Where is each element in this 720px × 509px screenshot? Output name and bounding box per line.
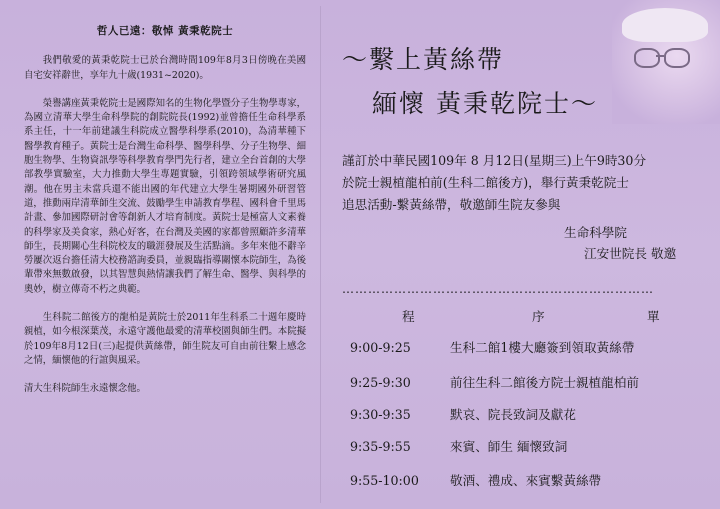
- program-item: 來賓、師生 緬懷致詞: [450, 439, 568, 454]
- event-title-line-1: ～繫上黃絲帶: [342, 45, 505, 74]
- program-time: 9:35-9:55: [350, 439, 411, 454]
- program-row: [350, 470, 601, 489]
- obituary-sign-off: 清大生科院師生永遠懷念他。: [24, 383, 146, 395]
- program-row: [350, 337, 634, 356]
- dotted-separator: ………………………………………………………………: [342, 282, 654, 296]
- obituary-paragraph-3: 生科院二館後方的龍柏是黃院士於2011年生科系二十週年慶時親植，如今根深葉茂，永遠守護他最愛的清華校園與師生們。本院擬於109年8月12日(三)起提供黃絲帶，師生院友可自由前往繫上感念之情，緬懷他的行誼與風采。: [24, 312, 306, 366]
- invitation-line-2: 於院士親植龍柏前(生科二館後方)，舉行黃秉乾院士: [342, 175, 629, 190]
- program-time: 9:00-9:25: [350, 340, 411, 355]
- obituary-paragraph-1: 我們敬愛的黃秉乾院士已於台灣時間109年8月3日傍晚在美國自宅安祥辭世，享年九十歲(1931~2020)。: [24, 55, 306, 81]
- program-heading-char-1: 程: [402, 309, 415, 324]
- invitation-line-1: 謹訂於中華民國109年 8 月12日(星期三)上午9時30分: [342, 153, 647, 168]
- invitation-text: [342, 150, 712, 216]
- obituary-column: [24, 24, 306, 411]
- program-time: 9:55-10:00: [350, 473, 419, 488]
- portrait-glasses-right: [664, 48, 690, 68]
- program-row: [350, 404, 576, 423]
- obituary-paragraph-2: 榮譽講座黃秉乾院士是國際知名的生物化學暨分子生物學專家，為國立清華大學生命科學院的創院院長(1992)並曾擔任生命科學系系主任，十一年前建議生科院成立醫學科學系(2010)，為清華種下醫學教育種子。黃院士是台灣生命科學、醫學科學、分子生物學、細胞生物學、生物資訊學等科學教育學門先行者，建立全台首創的大學部教學實驗室，大力推動大學生專題實驗，引領跨領域學術研究風潮。他在男主未當兵還不能出國的年代建立大學生暑期國外研習管道，推動兩岸清華師生交流、鼓勵學生申請教育學程、國科會千里馬計畫、參加國際研討會等創新人才培育制度。黃院士是極富人文素養的科學家及美食家，熱心好客，在台灣及美國的家都曾照顧許多清華師生，長期關心生科院校友的職涯發展及生活點滴。多年來他不辭辛勞屢次返台擔任清大校務諮詢委員，並親臨指導關懷本院師生，為後輩帶來無數啟發，以其智慧與熱情讓我們了解生命、醫學、與科學的奧妙，樹立傳奇不朽之典範。: [24, 97, 306, 295]
- signer-organization: 生命科學院: [564, 225, 627, 240]
- program-heading-char-3: 單: [647, 309, 660, 324]
- program-time: 9:30-9:35: [350, 407, 411, 422]
- portrait-glasses-left: [634, 48, 660, 68]
- program-heading-char-2: 序: [532, 309, 545, 324]
- program-row: [350, 372, 639, 391]
- obituary-title: 哲人已遠：敬悼 黃秉乾院士: [96, 25, 234, 37]
- program-time: 9:25-9:30: [350, 375, 411, 390]
- column-divider: [320, 6, 321, 503]
- program-item: 生科二館1樓大廳簽到領取黃絲帶: [450, 340, 635, 355]
- program-item: 默哀、院長致詞及獻花: [450, 407, 576, 422]
- event-title-line-2: 緬懷 黃秉乾院士～: [372, 89, 598, 118]
- portrait-photo: [612, 0, 720, 124]
- portrait-hair-shape: [622, 8, 708, 42]
- program-row: [350, 436, 567, 455]
- invitation-line-3: 追思活動-繫黃絲帶，敬邀師生院友參與: [342, 197, 561, 212]
- program-item: 敬酒、禮成、來賓繫黃絲帶: [450, 473, 602, 488]
- signer-name: 江安世院長 敬邀: [584, 246, 677, 261]
- program-item: 前往生科二館後方院士親植龍柏前: [450, 375, 639, 390]
- portrait-glasses-bridge: [656, 55, 664, 57]
